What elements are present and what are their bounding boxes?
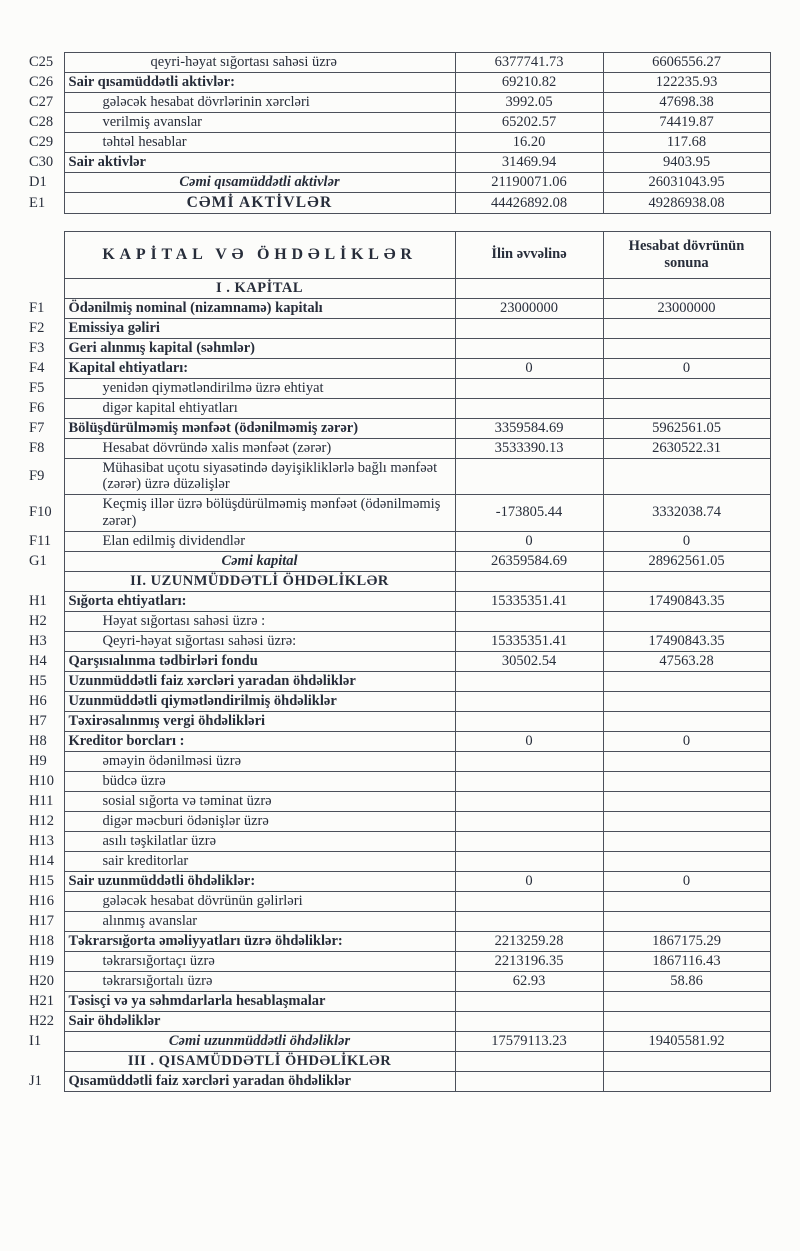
- row-label: Uzunmüddətli faiz xərcləri yaradan öhdəliklər: [64, 671, 455, 691]
- row-code: F2: [29, 319, 45, 336]
- value-end-of-period: 74419.87: [603, 113, 770, 133]
- value-start-of-year: [455, 911, 603, 931]
- table-row: [28, 153, 770, 173]
- value-end-of-period: [603, 771, 770, 791]
- row-label: Elan edilmiş dividendlər: [64, 531, 455, 551]
- row-code: C29: [29, 134, 54, 151]
- value-start-of-year: [455, 458, 603, 494]
- row-label: qeyri-həyat sığortası sahəsi üzrə: [64, 53, 455, 73]
- value-start-of-year: 2213259.28: [455, 931, 603, 951]
- row-code: H4: [29, 652, 47, 669]
- table-row: [28, 438, 770, 458]
- capital-liabilities-table: [28, 231, 771, 1092]
- value-start-of-year: [455, 751, 603, 771]
- row-code: H14: [29, 852, 54, 869]
- row-label: CƏMİ AKTİVLƏR: [64, 193, 455, 214]
- row-code: D1: [29, 174, 47, 191]
- row-label: təkrarsığortalı üzrə: [64, 971, 455, 991]
- value-end-of-period: [603, 571, 770, 591]
- section-header-row: [28, 1051, 770, 1071]
- value-end-of-period: [603, 398, 770, 418]
- value-start-of-year: 16.20: [455, 133, 603, 153]
- row-code: H13: [29, 832, 54, 849]
- row-label: Mühasibat uçotu siyasətində dəyişikliklərlə bağlı mənfəət (zərər) üzrə düzəlişlər: [64, 458, 455, 494]
- row-label: Sair aktivlər: [64, 153, 455, 173]
- row-label: əməyin ödənilməsi üzrə: [64, 751, 455, 771]
- value-start-of-year: 6377741.73: [455, 53, 603, 73]
- value-end-of-period: [603, 671, 770, 691]
- row-label: Sair uzunmüddətli öhdəliklər:: [64, 871, 455, 891]
- value-end-of-period: [603, 851, 770, 871]
- value-end-of-period: 5962561.05: [603, 418, 770, 438]
- row-code: F10: [29, 504, 52, 521]
- value-start-of-year: [455, 1071, 603, 1091]
- row-code: C30: [29, 154, 54, 171]
- row-code: F8: [29, 439, 45, 456]
- value-start-of-year: 65202.57: [455, 113, 603, 133]
- row-label: digər kapital ehtiyatları: [64, 398, 455, 418]
- row-code: F3: [29, 339, 45, 356]
- table-row: [28, 193, 770, 214]
- table-row: [28, 318, 770, 338]
- value-start-of-year: [455, 318, 603, 338]
- table-row: [28, 891, 770, 911]
- table-title: KAPİTAL VƏ ÖHDƏLİKLƏR: [64, 231, 455, 278]
- table-row: [28, 691, 770, 711]
- value-start-of-year: 17579113.23: [455, 1031, 603, 1051]
- value-start-of-year: 21190071.06: [455, 173, 603, 193]
- section-header-row: [28, 571, 770, 591]
- row-code: H7: [29, 712, 47, 729]
- value-start-of-year: [455, 711, 603, 731]
- value-end-of-period: [603, 458, 770, 494]
- table-row: [28, 1071, 770, 1091]
- value-start-of-year: 15335351.41: [455, 591, 603, 611]
- value-start-of-year: 0: [455, 358, 603, 378]
- table-row: [28, 611, 770, 631]
- value-start-of-year: 3533390.13: [455, 438, 603, 458]
- value-start-of-year: 2213196.35: [455, 951, 603, 971]
- table-row: [28, 831, 770, 851]
- value-start-of-year: 3359584.69: [455, 418, 603, 438]
- value-start-of-year: 44426892.08: [455, 193, 603, 214]
- section-title: II. UZUNMÜDDƏTLİ ÖHDƏLİKLƏR: [64, 571, 455, 591]
- value-start-of-year: [455, 611, 603, 631]
- value-start-of-year: [455, 811, 603, 831]
- row-code: H21: [29, 992, 54, 1009]
- table-row: [28, 591, 770, 611]
- row-code: H12: [29, 812, 54, 829]
- value-start-of-year: 26359584.69: [455, 551, 603, 571]
- table-row: [28, 731, 770, 751]
- table-row: [28, 771, 770, 791]
- value-end-of-period: [603, 751, 770, 771]
- table-row: [28, 1011, 770, 1031]
- row-code: I1: [29, 1032, 42, 1049]
- table-row: [28, 378, 770, 398]
- column-header-start-of-year: İlin əvvəlinə: [455, 231, 603, 278]
- table-row: [28, 871, 770, 891]
- row-label: Sığorta ehtiyatları:: [64, 591, 455, 611]
- row-label: Qarşısıalınma tədbirləri fondu: [64, 651, 455, 671]
- table-row: [28, 73, 770, 93]
- value-end-of-period: 0: [603, 358, 770, 378]
- value-start-of-year: [455, 771, 603, 791]
- table-row: [28, 951, 770, 971]
- row-label: gələcək hesabat dövrlərinin xərcləri: [64, 93, 455, 113]
- value-start-of-year: 15335351.41: [455, 631, 603, 651]
- row-code: [28, 1051, 64, 1071]
- table-row: [28, 398, 770, 418]
- value-end-of-period: 117.68: [603, 133, 770, 153]
- row-label: Cəmi qısamüddətli aktivlər: [64, 173, 455, 193]
- row-code: H1: [29, 592, 47, 609]
- row-label: Təkrarsığorta əməliyyatları üzrə öhdəliklər:: [64, 931, 455, 951]
- table-row: [28, 651, 770, 671]
- table-row: [28, 113, 770, 133]
- row-code: H6: [29, 692, 47, 709]
- table-row: [28, 911, 770, 931]
- value-end-of-period: [603, 1051, 770, 1071]
- row-code: E1: [29, 194, 46, 211]
- table-row: [28, 711, 770, 731]
- row-code: C25: [29, 54, 54, 71]
- row-code: H16: [29, 892, 54, 909]
- row-code: H22: [29, 1012, 54, 1029]
- value-end-of-period: [603, 338, 770, 358]
- row-code: C27: [29, 94, 54, 111]
- value-end-of-period: 17490843.35: [603, 631, 770, 651]
- value-end-of-period: [603, 378, 770, 398]
- value-start-of-year: [455, 891, 603, 911]
- row-code: H18: [29, 932, 54, 949]
- row-label: Keçmiş illər üzrə bölüşdürülməmiş mənfəət (ödənilməmiş zərər): [64, 495, 455, 531]
- row-label: büdcə üzrə: [64, 771, 455, 791]
- value-start-of-year: [455, 1051, 603, 1071]
- value-end-of-period: 0: [603, 531, 770, 551]
- row-code: H10: [29, 772, 54, 789]
- value-end-of-period: 122235.93: [603, 73, 770, 93]
- row-code: H19: [29, 952, 54, 969]
- table-row: [28, 991, 770, 1011]
- value-start-of-year: [455, 851, 603, 871]
- value-end-of-period: 1867116.43: [603, 951, 770, 971]
- value-end-of-period: 23000000: [603, 298, 770, 318]
- value-start-of-year: [455, 1011, 603, 1031]
- value-end-of-period: 3332038.74: [603, 495, 770, 531]
- table-row: [28, 298, 770, 318]
- row-label: Hesabat dövründə xalis mənfəət (zərər): [64, 438, 455, 458]
- table-row: [28, 851, 770, 871]
- row-label: Cəmi kapital: [64, 551, 455, 571]
- value-start-of-year: 0: [455, 531, 603, 551]
- value-end-of-period: [603, 911, 770, 931]
- table-row: [28, 133, 770, 153]
- row-code: H17: [29, 912, 54, 929]
- row-code: H15: [29, 872, 54, 889]
- table-row: [28, 173, 770, 193]
- row-code: H5: [29, 672, 47, 689]
- value-start-of-year: 0: [455, 871, 603, 891]
- table-row: [28, 458, 770, 494]
- value-end-of-period: 0: [603, 731, 770, 751]
- table-row: [28, 551, 770, 571]
- row-label: Sair öhdəliklər: [64, 1011, 455, 1031]
- row-code: H2: [29, 612, 47, 629]
- value-end-of-period: 49286938.08: [603, 193, 770, 214]
- value-start-of-year: [455, 691, 603, 711]
- row-code: [28, 571, 64, 591]
- value-start-of-year: [455, 571, 603, 591]
- row-code: [28, 278, 64, 298]
- value-end-of-period: 2630522.31: [603, 438, 770, 458]
- row-code: C26: [29, 74, 54, 91]
- row-label: alınmış avanslar: [64, 911, 455, 931]
- row-label: Cəmi uzunmüddətli öhdəliklər: [64, 1031, 455, 1051]
- value-end-of-period: [603, 891, 770, 911]
- value-end-of-period: [603, 831, 770, 851]
- value-end-of-period: 17490843.35: [603, 591, 770, 611]
- row-label: Kapital ehtiyatları:: [64, 358, 455, 378]
- row-label: Təsisçi və ya səhmdarlarla hesablaşmalar: [64, 991, 455, 1011]
- table-row: [28, 358, 770, 378]
- row-label: Təxirəsalınmış vergi öhdəlikləri: [64, 711, 455, 731]
- row-label: Bölüşdürülməmiş mənfəət (ödənilməmiş zərər): [64, 418, 455, 438]
- value-end-of-period: [603, 1071, 770, 1091]
- value-start-of-year: [455, 398, 603, 418]
- value-start-of-year: [455, 671, 603, 691]
- value-end-of-period: 0: [603, 871, 770, 891]
- section-title: I . KAPİTAL: [64, 278, 455, 298]
- row-label: Qeyri-həyat sığortası sahəsi üzrə:: [64, 631, 455, 651]
- value-end-of-period: [603, 811, 770, 831]
- value-start-of-year: -173805.44: [455, 495, 603, 531]
- value-start-of-year: 0: [455, 731, 603, 751]
- row-code: H8: [29, 732, 47, 749]
- assets-continuation-body: [28, 53, 770, 214]
- row-code: F4: [29, 359, 45, 376]
- column-header-end-of-period: Hesabat dövrünün sonuna: [603, 231, 770, 278]
- row-code: H3: [29, 632, 47, 649]
- value-end-of-period: 26031043.95: [603, 173, 770, 193]
- value-end-of-period: 28962561.05: [603, 551, 770, 571]
- table-row: [28, 1031, 770, 1051]
- value-start-of-year: [455, 791, 603, 811]
- table-row: [28, 971, 770, 991]
- table-row: [28, 671, 770, 691]
- row-label: təkrarsığortaçı üzrə: [64, 951, 455, 971]
- value-end-of-period: [603, 691, 770, 711]
- row-label: Emissiya gəliri: [64, 318, 455, 338]
- row-label: yenidən qiymətləndirilmə üzrə ehtiyat: [64, 378, 455, 398]
- value-start-of-year: 23000000: [455, 298, 603, 318]
- row-label: digər məcburi ödənişlər üzrə: [64, 811, 455, 831]
- value-start-of-year: [455, 991, 603, 1011]
- row-code: H11: [29, 792, 54, 809]
- table-row: [28, 631, 770, 651]
- table-row: [28, 53, 770, 73]
- value-end-of-period: [603, 791, 770, 811]
- value-end-of-period: [603, 991, 770, 1011]
- row-label: Sair qısamüddətli aktivlər:: [64, 73, 455, 93]
- value-start-of-year: 62.93: [455, 971, 603, 991]
- row-label: gələcək hesabat dövrünün gəlirləri: [64, 891, 455, 911]
- value-start-of-year: 30502.54: [455, 651, 603, 671]
- value-start-of-year: [455, 278, 603, 298]
- value-end-of-period: [603, 1011, 770, 1031]
- table-row: [28, 811, 770, 831]
- row-label: Uzunmüddətli qiymətləndirilmiş öhdəliklər: [64, 691, 455, 711]
- value-end-of-period: [603, 318, 770, 338]
- table-row: [28, 791, 770, 811]
- row-code: H9: [29, 752, 47, 769]
- table-row: [28, 418, 770, 438]
- row-code: F9: [29, 468, 45, 485]
- row-label: Geri alınmış kapital (səhmlər): [64, 338, 455, 358]
- row-code: F7: [29, 419, 45, 436]
- section-title: III . QISAMÜDDƏTLİ ÖHDƏLİKLƏR: [64, 1051, 455, 1071]
- table-row: [28, 751, 770, 771]
- value-end-of-period: 47698.38: [603, 93, 770, 113]
- section-header-row: [28, 278, 770, 298]
- row-label: təhtəl hesablar: [64, 133, 455, 153]
- value-start-of-year: [455, 378, 603, 398]
- header-code-spacer: [28, 231, 64, 278]
- value-end-of-period: 58.86: [603, 971, 770, 991]
- row-label: Həyat sığortası sahəsi üzrə :: [64, 611, 455, 631]
- row-code: F6: [29, 399, 45, 416]
- row-label: Ödənilmiş nominal (nizamnamə) kapitalı: [64, 298, 455, 318]
- row-code: F5: [29, 379, 45, 396]
- row-code: F11: [29, 532, 52, 549]
- row-code: H20: [29, 972, 54, 989]
- value-end-of-period: 9403.95: [603, 153, 770, 173]
- value-start-of-year: [455, 831, 603, 851]
- row-label: Kreditor borcları :: [64, 731, 455, 751]
- value-end-of-period: [603, 611, 770, 631]
- table-row: [28, 931, 770, 951]
- value-end-of-period: [603, 711, 770, 731]
- value-end-of-period: [603, 278, 770, 298]
- value-start-of-year: [455, 338, 603, 358]
- value-end-of-period: 1867175.29: [603, 931, 770, 951]
- table-row: [28, 93, 770, 113]
- table-header-row: [28, 231, 770, 278]
- row-code: J1: [29, 1072, 42, 1089]
- row-code: G1: [29, 552, 47, 569]
- row-label: verilmiş avanslar: [64, 113, 455, 133]
- row-code: F1: [29, 299, 45, 316]
- capital-liabilities-body: [28, 278, 770, 1091]
- table-row: [28, 531, 770, 551]
- table-row: [28, 338, 770, 358]
- row-label: sair kreditorlar: [64, 851, 455, 871]
- value-end-of-period: 6606556.27: [603, 53, 770, 73]
- value-start-of-year: 31469.94: [455, 153, 603, 173]
- row-code: C28: [29, 114, 54, 131]
- row-label: Qısamüddətli faiz xərcləri yaradan öhdəliklər: [64, 1071, 455, 1091]
- row-label: sosial sığorta və təminat üzrə: [64, 791, 455, 811]
- value-end-of-period: 47563.28: [603, 651, 770, 671]
- value-start-of-year: 69210.82: [455, 73, 603, 93]
- value-end-of-period: 19405581.92: [603, 1031, 770, 1051]
- table-row: [28, 495, 770, 531]
- assets-continuation-table: [28, 52, 771, 214]
- value-start-of-year: 3992.05: [455, 93, 603, 113]
- row-label: asılı təşkilatlar üzrə: [64, 831, 455, 851]
